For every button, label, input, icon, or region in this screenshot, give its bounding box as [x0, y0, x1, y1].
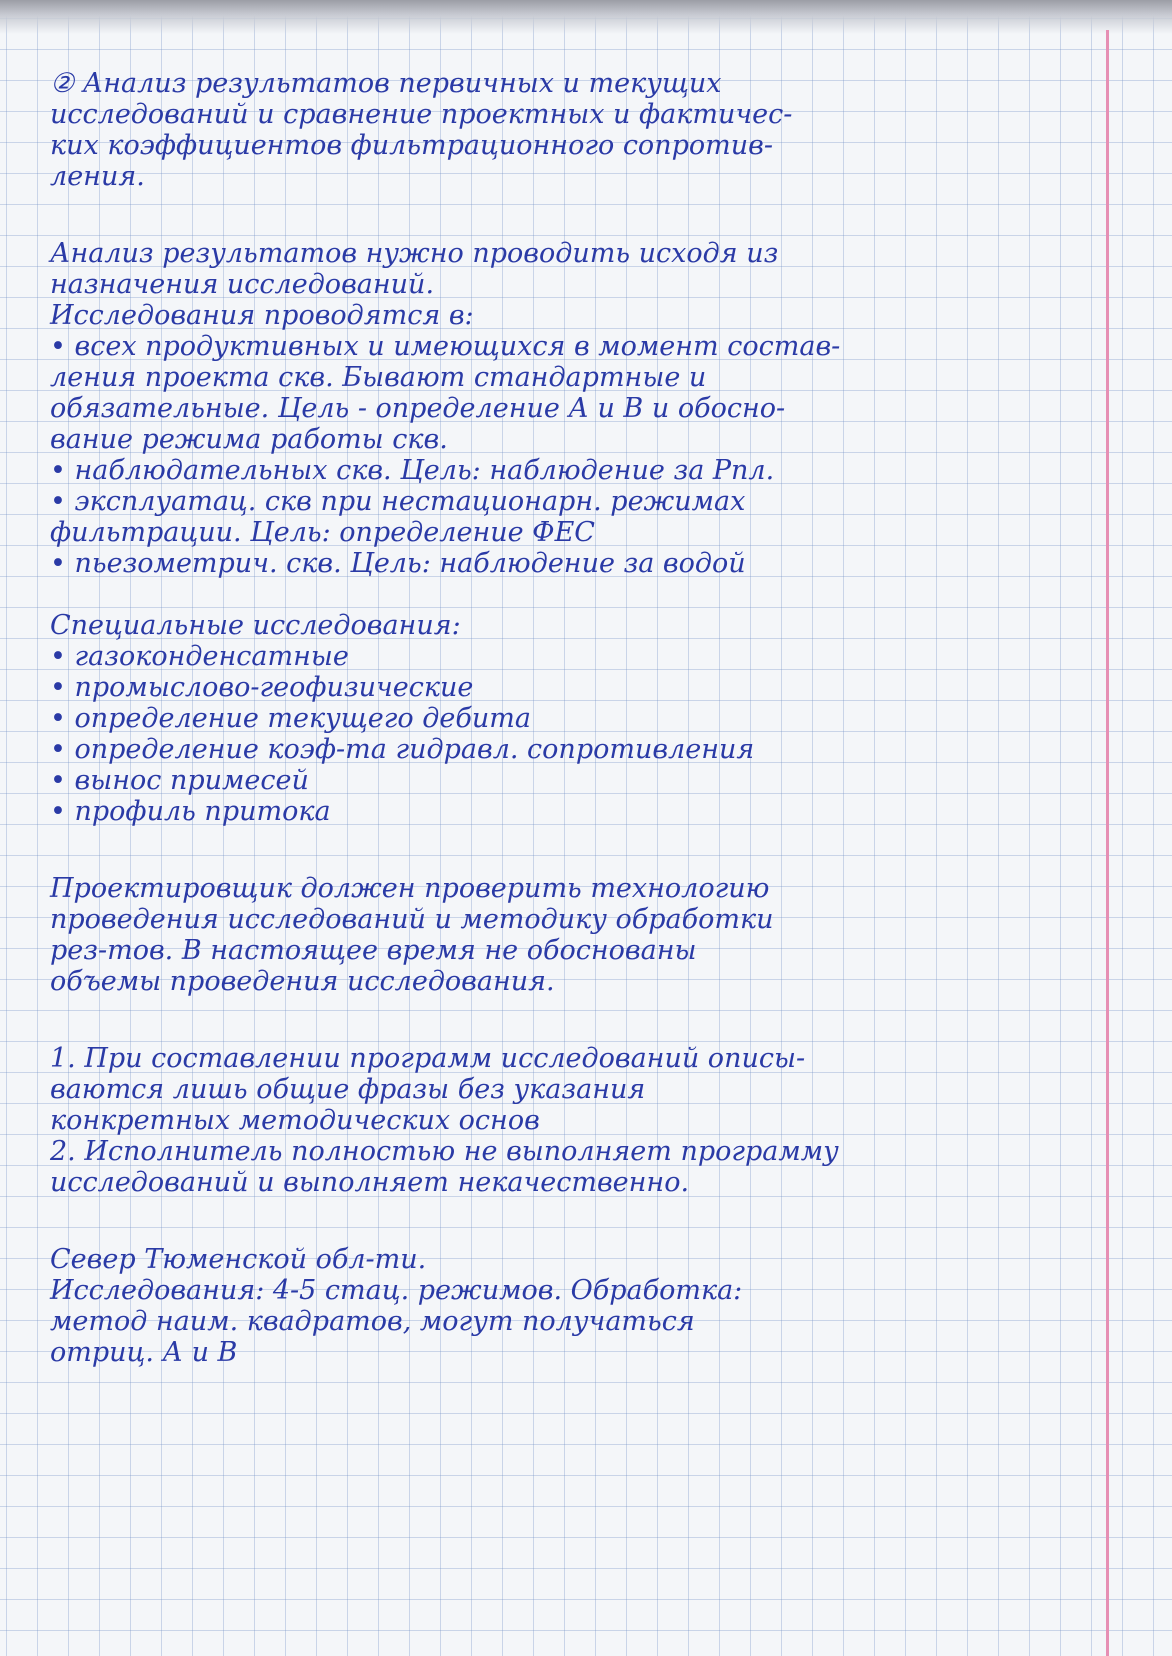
special-list-line: • профиль притока [50, 796, 331, 827]
wells-list-line: • всех продуктивных и имеющихся в момент состав- [50, 331, 841, 362]
special-list-line: • вынос примесей [50, 765, 309, 796]
intro-line: назначения исследований. [50, 269, 435, 300]
special-list-line: • определение текущего дебита [50, 703, 531, 734]
intro-line: Анализ результатов нужно проводить исходя из [50, 238, 779, 269]
paragraph-line: проведения исследований и методику обработки [50, 904, 774, 935]
wells-list-line: обязательные. Цель - определение А и В и обосно- [50, 393, 786, 424]
special-list-line: • газоконденсатные [50, 641, 349, 672]
wells-list-line: • наблюдательных скв. Цель: наблюдение за Рпл. [50, 455, 775, 486]
numbered-line: конкретных методических основ [50, 1105, 540, 1136]
wells-list-line: • эксплуатац. скв при нестационарн. режимах [50, 486, 746, 517]
intro-line: Исследования проводятся в: [50, 300, 474, 331]
wells-list-line: фильтрации. Цель: определение ФЕС [50, 517, 595, 548]
final-line: Исследования: 4-5 стац. режимов. Обработка: [50, 1275, 743, 1306]
final-line: метод наим. квадратов, могут получаться [50, 1306, 695, 1337]
special-heading: Специальные исследования: [50, 610, 461, 641]
title-line: исследований и сравнение проектных и фактичес- [50, 99, 793, 130]
paragraph-line: рез-тов. В настоящее время не обоснованы [50, 935, 697, 966]
numbered-line: 1. При составлении программ исследований описы- [50, 1043, 806, 1074]
final-line: Север Тюменской обл-ти. [50, 1244, 427, 1275]
special-list-line: • промыслово-геофизические [50, 672, 474, 703]
wells-list-line: • пьезометрич. скв. Цель: наблюдение за водой [50, 548, 746, 579]
numbered-line: исследований и выполняет некачественно. [50, 1167, 690, 1198]
handwritten-notes [50, 68, 1150, 1368]
title-line: ② Анализ результатов первичных и текущих [50, 68, 722, 99]
title-line: ких коэффициентов фильтрационного сопротив- [50, 130, 773, 161]
numbered-line: 2. Исполнитель полностью не выполняет программу [50, 1136, 839, 1167]
paragraph-line: объемы проведения исследования. [50, 966, 555, 997]
wells-list-line: ления проекта скв. Бывают стандартные и [50, 362, 707, 393]
paragraph-line: Проектировщик должен проверить технологию [50, 873, 770, 904]
wells-list-line: вание режима работы скв. [50, 424, 448, 455]
page-top-shadow [0, 0, 1172, 34]
title-line: ления. [50, 161, 145, 192]
numbered-line: ваются лишь общие фразы без указания [50, 1074, 646, 1105]
final-line: отриц. А и В [50, 1337, 238, 1368]
special-list-line: • определение коэф-та гидравл. сопротивления [50, 734, 755, 765]
